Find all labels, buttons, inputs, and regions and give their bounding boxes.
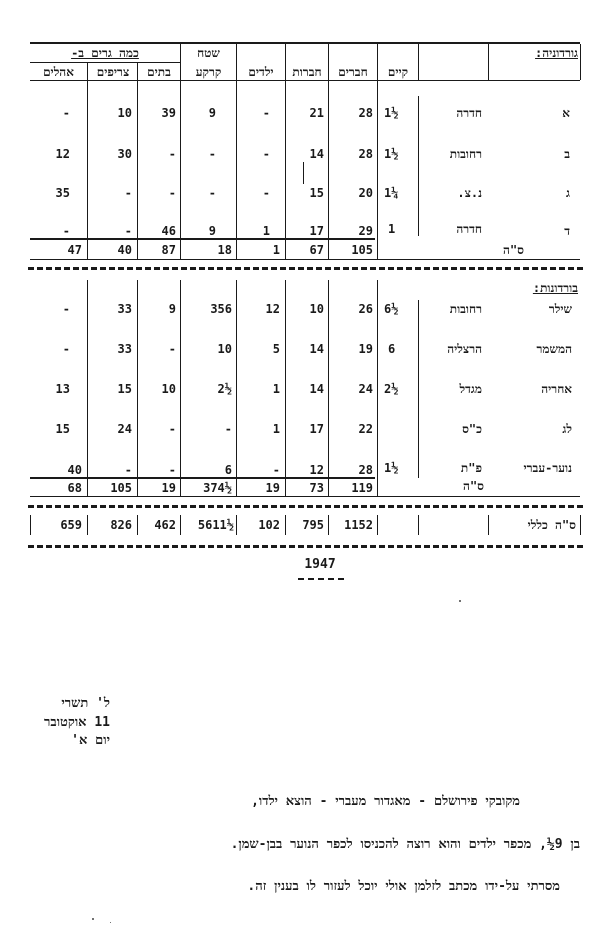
- total-huts: 105: [110, 481, 132, 495]
- col-divider: [137, 62, 138, 260]
- total-members: 105: [351, 243, 373, 257]
- row-exists: 1½: [384, 147, 399, 161]
- total-candidates: 67: [309, 243, 324, 257]
- row-children: 1: [272, 382, 280, 396]
- row-area: -: [208, 186, 216, 200]
- row-members: 29: [358, 224, 373, 238]
- col-divider: [328, 515, 329, 535]
- row-children: -: [262, 186, 270, 200]
- row-huts: 10: [117, 106, 132, 120]
- row-tents: -: [62, 302, 70, 316]
- row-members: 20: [358, 186, 373, 200]
- header-members: חברים: [338, 65, 368, 79]
- total-members: 119: [351, 481, 373, 495]
- row-letter: ב: [564, 147, 570, 161]
- row-name: נוער-עברי: [523, 461, 572, 475]
- row-huts: -: [124, 186, 132, 200]
- row-type: חדרה: [456, 106, 482, 120]
- row-candidates: 14: [309, 147, 324, 161]
- section-separator: [28, 545, 583, 548]
- row-exists: 6: [388, 342, 396, 356]
- col-divider: [180, 44, 181, 260]
- mark-stroke: [303, 162, 304, 184]
- row-houses: 10: [161, 382, 176, 396]
- row-exists: 1½: [384, 106, 399, 120]
- section-bottom-rule: [30, 496, 580, 497]
- grand-total-huts: 826: [110, 518, 132, 532]
- col-divider: [488, 44, 489, 80]
- row-type: הרצליה: [447, 342, 482, 356]
- row-area: 2½: [217, 382, 232, 396]
- header-candidates: חברות: [292, 65, 322, 79]
- total-children: 19: [265, 481, 280, 495]
- total-label: ס"ה: [463, 479, 484, 493]
- row-members: 19: [358, 342, 373, 356]
- header-group-label: כמה גרים ב-: [71, 46, 139, 60]
- row-type: נ.צ.: [457, 186, 482, 200]
- header-children: ילדים: [248, 65, 274, 79]
- date-line-weekday: יום א': [71, 733, 110, 748]
- row-type: חדרה: [456, 222, 482, 236]
- row-letter: ד: [564, 224, 570, 238]
- paper-speck: [459, 600, 461, 602]
- diary-line-3: מסרתי על-ידו מכתב לזלמן אולי יוכל לעזור לו בענין זה.: [247, 879, 560, 894]
- col-divider: [87, 280, 88, 497]
- col-divider: [488, 515, 489, 535]
- col-divider: [180, 280, 181, 497]
- col-divider: [580, 515, 581, 535]
- subtotal-rule: [30, 238, 375, 240]
- row-tents: -: [62, 224, 70, 238]
- row-members: 24: [358, 382, 373, 396]
- section-separator: [28, 505, 583, 508]
- col-divider: [87, 62, 88, 260]
- row-candidates: 12: [309, 463, 324, 477]
- row-area: 356: [210, 302, 232, 316]
- row-candidates: 21: [309, 106, 324, 120]
- row-name: לג: [562, 422, 572, 436]
- header-houses: בתים: [147, 65, 171, 79]
- col-divider: [30, 515, 31, 535]
- row-area: 9: [208, 106, 216, 120]
- row-exists: 2½: [384, 382, 399, 396]
- header-group-rule: [30, 62, 180, 63]
- row-letter: ג: [566, 186, 570, 200]
- row-name: המשמר: [536, 342, 572, 356]
- row-members: 28: [358, 147, 373, 161]
- row-area: -: [208, 147, 216, 161]
- grand-total-houses: 462: [154, 518, 176, 532]
- year-underline: [298, 578, 344, 580]
- row-tents: 12: [55, 147, 70, 161]
- grand-total-members: 1152: [344, 518, 373, 532]
- row-type: פ"ת: [460, 461, 482, 475]
- row-type: רחובות: [449, 147, 482, 161]
- grand-total-area: 5611½: [197, 518, 234, 532]
- row-houses: -: [168, 463, 176, 477]
- total-area: 374½: [203, 481, 232, 495]
- header-area-top: שטח: [197, 46, 220, 60]
- row-houses: 39: [161, 106, 176, 120]
- row-candidates: 15: [309, 186, 324, 200]
- col-divider: [137, 515, 138, 535]
- row-children: -: [262, 147, 270, 161]
- row-houses: -: [168, 342, 176, 356]
- paper-speck: [92, 918, 94, 920]
- section-separator: [28, 267, 583, 270]
- table-top-rule: [30, 42, 580, 44]
- col-divider: [285, 280, 286, 497]
- col-divider: [236, 44, 237, 260]
- header-tents: אהלים: [43, 65, 74, 79]
- row-members: 28: [358, 106, 373, 120]
- grand-total-children: 102: [258, 518, 280, 532]
- row-type: כ"ס: [462, 422, 482, 436]
- row-huts: 33: [117, 302, 132, 316]
- col-divider: [180, 515, 181, 535]
- col-divider: [418, 96, 419, 236]
- total-houses: 87: [161, 243, 176, 257]
- row-tents: 35: [55, 186, 70, 200]
- subtotal-rule: [30, 477, 375, 479]
- row-houses: -: [168, 422, 176, 436]
- row-children: 5: [272, 342, 280, 356]
- header-bottom-rule: [30, 80, 580, 81]
- row-houses: 9: [168, 302, 176, 316]
- total-candidates: 73: [309, 481, 324, 495]
- col-divider: [137, 280, 138, 497]
- row-children: 12: [265, 302, 280, 316]
- row-members: 26: [358, 302, 373, 316]
- col-divider: [377, 44, 378, 260]
- col-divider: [328, 44, 329, 260]
- row-huts: -: [124, 224, 132, 238]
- col-divider: [377, 280, 378, 497]
- row-children: 1: [272, 422, 280, 436]
- total-huts: 40: [117, 243, 132, 257]
- header-area-bottom: קרקע: [195, 65, 222, 79]
- col-divider: [418, 515, 419, 535]
- col-divider: [328, 280, 329, 497]
- row-tents: -: [62, 342, 70, 356]
- col-divider: [418, 44, 419, 80]
- row-candidates: 14: [309, 342, 324, 356]
- row-exists: 1: [388, 222, 396, 236]
- total-area: 18: [217, 243, 232, 257]
- total-tents: 47: [67, 243, 82, 257]
- date-line-gregorian: 11 אוקטובר: [44, 715, 110, 730]
- row-children: -: [262, 106, 270, 120]
- grand-total-label: ס"ה כללי: [527, 518, 576, 532]
- row-tents: 40: [67, 463, 82, 477]
- row-houses: 46: [161, 224, 176, 238]
- paper-speck: [110, 922, 111, 923]
- row-tents: -: [62, 106, 70, 120]
- row-type: מגדל: [459, 382, 482, 396]
- row-huts: -: [124, 463, 132, 477]
- header-exists: קיים: [387, 65, 409, 79]
- diary-line-1: מקובקי פירושלם - מאגדור מעברי - הוצא ילדו,: [251, 794, 520, 809]
- year-label: 1947: [304, 557, 336, 572]
- col-divider: [580, 44, 581, 80]
- row-members: 22: [358, 422, 373, 436]
- col-divider: [418, 300, 419, 478]
- diary-line-2: בן 9½, מכפר ילדים והוא רוצה להכניסו לכפר הנוער בבן-שמן.: [230, 837, 580, 852]
- row-area: 6: [224, 463, 232, 477]
- row-area: 10: [217, 342, 232, 356]
- row-huts: 15: [117, 382, 132, 396]
- col-divider: [87, 515, 88, 535]
- row-candidates: 14: [309, 382, 324, 396]
- row-area: -: [224, 422, 232, 436]
- grand-total-candidates: 795: [302, 518, 324, 532]
- row-name: שילר: [548, 302, 572, 316]
- row-candidates: 17: [309, 224, 324, 238]
- row-tents: 13: [55, 382, 70, 396]
- row-children: -: [272, 463, 280, 477]
- total-houses: 19: [161, 481, 176, 495]
- total-children: 1: [272, 243, 280, 257]
- row-tents: 15: [55, 422, 70, 436]
- section-title-gordonia: גורדוניה:: [535, 46, 578, 60]
- row-exists: 1¼: [384, 186, 399, 200]
- row-candidates: 17: [309, 422, 324, 436]
- header-huts: צריפים: [96, 65, 130, 79]
- row-houses: -: [168, 147, 176, 161]
- row-houses: -: [168, 186, 176, 200]
- row-letter: א: [562, 106, 570, 120]
- row-members: 28: [358, 463, 373, 477]
- row-exists: 6½: [384, 302, 399, 316]
- row-huts: 30: [117, 147, 132, 161]
- row-type: רחובות: [449, 302, 482, 316]
- row-children: 1: [262, 224, 270, 238]
- col-divider: [285, 44, 286, 260]
- col-divider: [377, 515, 378, 535]
- section-title-bordonot: בורדונות:: [532, 281, 578, 295]
- section-bottom-rule: [30, 259, 580, 260]
- date-line-hebrew: ל' תשרי: [61, 696, 110, 711]
- row-candidates: 10: [309, 302, 324, 316]
- total-label: ס"ה: [503, 243, 524, 257]
- row-huts: 33: [117, 342, 132, 356]
- grand-total-tents: 659: [60, 518, 82, 532]
- col-divider: [236, 280, 237, 497]
- row-name: אחריה: [541, 382, 572, 396]
- total-tents: 68: [67, 481, 82, 495]
- row-exists: 1½: [384, 461, 399, 475]
- col-divider: [285, 515, 286, 535]
- col-divider: [236, 515, 237, 535]
- row-huts: 24: [117, 422, 132, 436]
- row-area: 9: [208, 224, 216, 238]
